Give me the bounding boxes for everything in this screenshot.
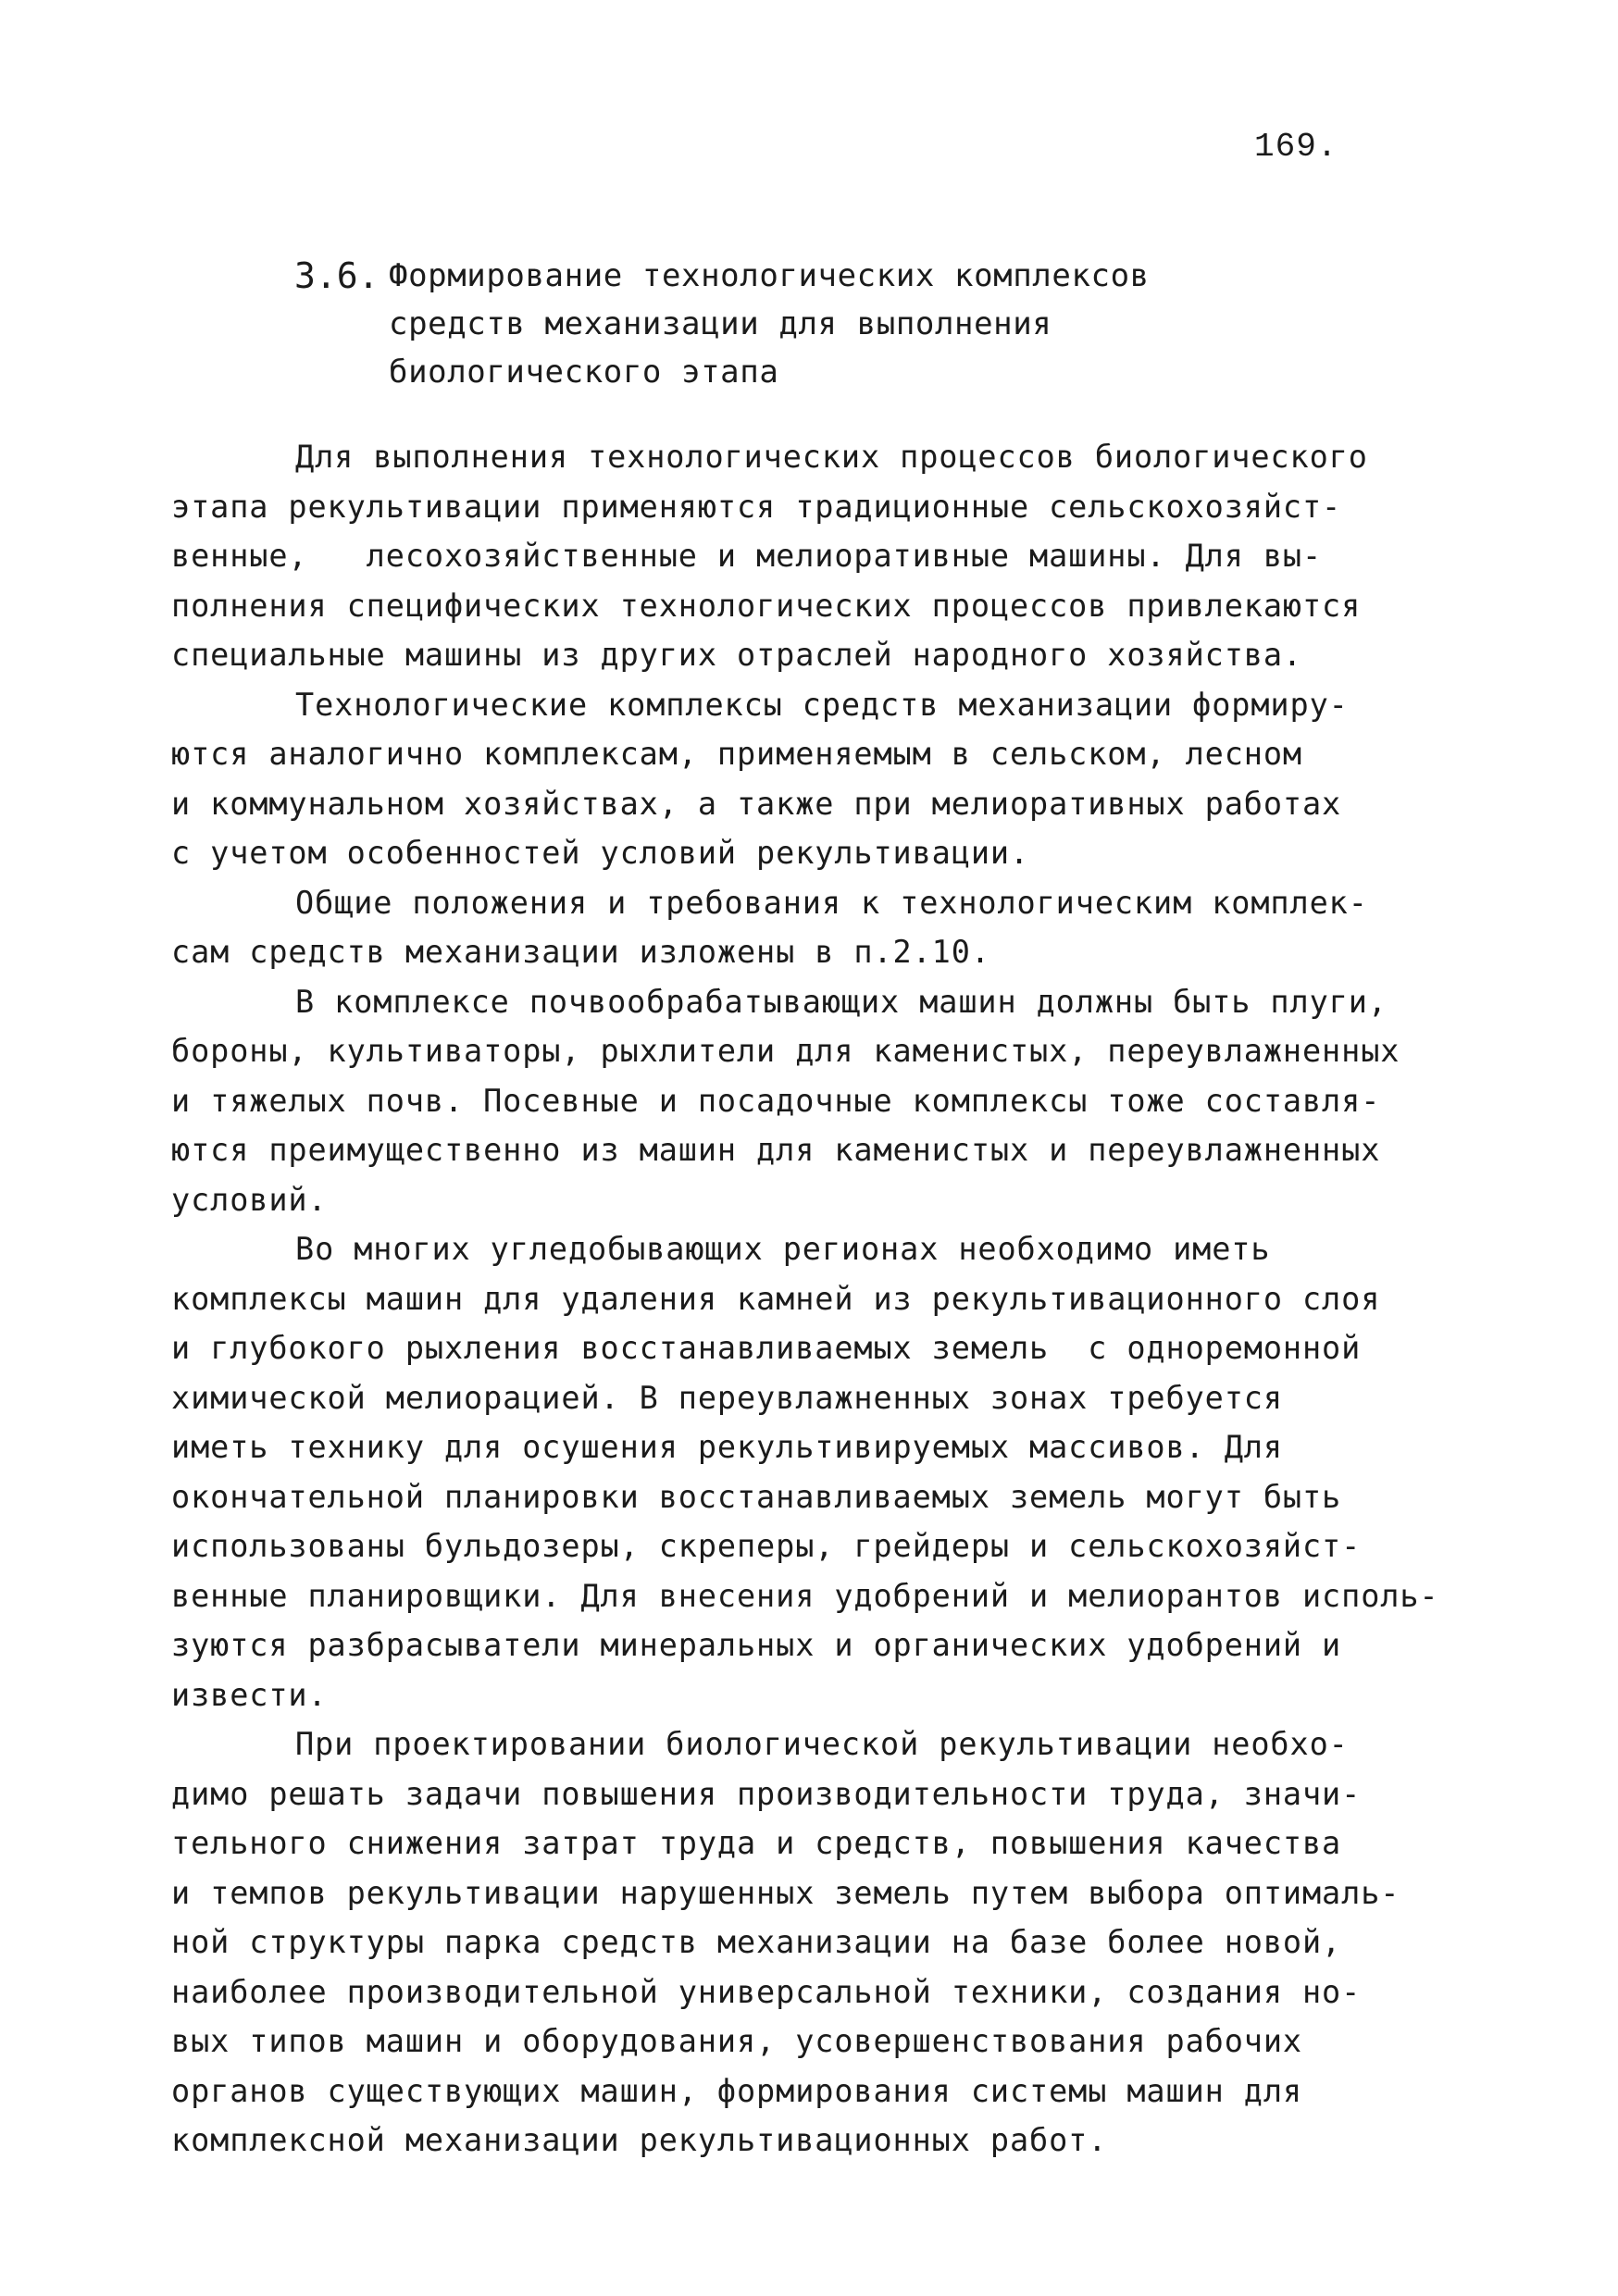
paragraph-line: ной структуры парка средств механизации на базе более новой, <box>171 1924 1342 1960</box>
paragraph-line: бороны, культиваторы, рыхлители для каменистых, переувлажненных <box>171 1033 1400 1069</box>
paragraph-line: В комплексе почвообрабатывающих машин должны быть плуги, <box>295 983 1388 1020</box>
section-title-line: биологического этапа <box>389 354 779 391</box>
section-title-line: Формирование технологических комплексов <box>389 257 1150 294</box>
paragraph-line: ются аналогично комплексам, применяемым в сельском, лесном <box>171 736 1302 772</box>
paragraph-line: органов существующих машин, формирования системы машин для <box>171 2072 1302 2109</box>
paragraph-line: При проектировании биологической рекультивации необхо- <box>295 1726 1349 1762</box>
paragraph-line: зуются разбрасыватели минеральных и органических удобрений и <box>171 1627 1342 1663</box>
paragraph-line: димо решать задачи повышения производительности труда, значи- <box>171 1775 1362 1812</box>
paragraph-line: и глубокого рыхления восстанавливаемых земель с одноремонной <box>171 1330 1362 1366</box>
paragraph-line: сам средств механизации изложены в п.2.10. <box>171 934 990 970</box>
paragraph-line: использованы бульдозеры, скреперы, грейдеры и сельскохозяйст- <box>171 1528 1362 1564</box>
paragraph-line: иметь технику для осушения рекультивируемых массивов. Для <box>171 1429 1283 1465</box>
paragraph-line: венные, лесохозяйственные и мелиоративные машины. Для вы- <box>171 538 1323 574</box>
paragraph-line: химической мелиорацией. В переувлажненных зонах требуется <box>171 1379 1283 1416</box>
section-title-line: средств механизации для выполнения <box>389 305 1052 342</box>
paragraph-line: Общие положения и требования к технологическим комплек- <box>295 884 1368 921</box>
paragraph-line: Технологические комплексы средств механизации формиру- <box>295 686 1349 723</box>
paragraph-line: окончательной планировки восстанавливаемых земель могут быть <box>171 1478 1342 1515</box>
section-title <box>389 252 1150 396</box>
paragraph-line: и тяжелых почв. Посевные и посадочные комплексы тоже составля- <box>171 1082 1381 1119</box>
paragraph-line: и коммунальном хозяйствах, а также при мелиоративных работах <box>171 785 1342 822</box>
paragraph-line: условий. <box>171 1181 328 1218</box>
paragraph-line: Для выполнения технологических процессов биологического <box>295 439 1368 475</box>
paragraph-line: и темпов рекультивации нарушенных земель путем выбора оптималь- <box>171 1874 1400 1911</box>
paragraph-line: ются преимущественно из машин для каменистых и переувлажненных <box>171 1132 1381 1168</box>
paragraph-line: комплексы машин для удаления камней из рекультивационного слоя <box>171 1280 1381 1317</box>
page-number: 169. <box>1254 128 1338 166</box>
paragraph-line: венные планировщики. Для внесения удобрений и мелиорантов исполь- <box>171 1577 1439 1614</box>
paragraph-line: полнения специфических технологических процессов привлекаются <box>171 587 1362 624</box>
paragraph-line: тельного снижения затрат труда и средств, повышения качества <box>171 1825 1342 1861</box>
section-number: 3.6. <box>294 255 380 296</box>
body-text <box>171 432 1486 2166</box>
paragraph-line: Во многих угледобывающих регионах необходимо иметь <box>295 1231 1271 1267</box>
paragraph-line: специальные машины из других отраслей народного хозяйства. <box>171 637 1302 673</box>
paragraph-line: наиболее производительной универсальной техники, создания но- <box>171 1973 1362 2010</box>
paragraph-line: комплексной механизации рекультивационных работ. <box>171 2122 1108 2158</box>
paragraph-line: извести. <box>171 1676 328 1713</box>
paragraph-line: с учетом особенностей условий рекультивации. <box>171 835 1030 871</box>
paragraph-line: этапа рекультивации применяются традиционные сельскохозяйст- <box>171 488 1342 525</box>
paragraph-line: вых типов машин и оборудования, усовершенствования рабочих <box>171 2023 1302 2059</box>
